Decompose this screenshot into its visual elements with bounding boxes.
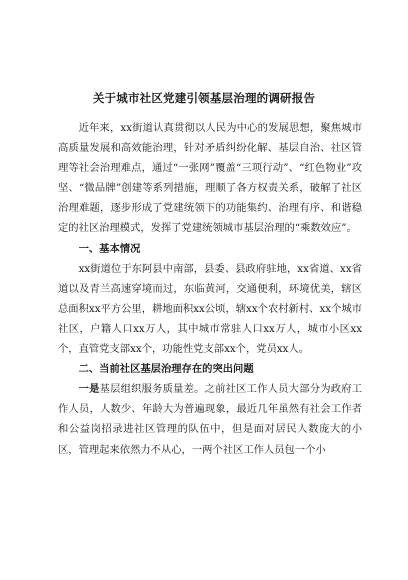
document-body xyxy=(58,118,362,460)
basic-info-paragraph: xx街道位于东阿县中南部，县委、县政府驻地，xx省道、xx省道以及青兰高速穿境而过，东临黄河，交通便利，环境优美，辖区总面积xx平方公里，耕地面积xx公顷，辖xx个农村新村、xx个城市社区，户籍人口xx万人，其中城市常驻人口xx万人，城市小区xx个，直管党支部xx个，功能性党支部xx个，党员xx人。 xyxy=(58,262,362,356)
document-title: 关于城市社区党建引领基层治理的调研报告 xyxy=(92,91,316,105)
problems-paragraph xyxy=(58,379,362,459)
intro-paragraph: 近年来，xx街道认真贯彻以人民为中心的发展思想，聚焦城市高质量发展和高效能治理，针对矛盾纠纷化解、基层自治、社区管理等社会治理难点，通过“一张网”覆盖“三项行动”、“红色物业”攻坚、“微品牌”创建等系列措施，理顺了各方权责关系，破解了社区治理难题，逐步形成了党建统领下的功能集约、治理有序、和谐稳定的社区治理模式，发挥了党建统领城市基层治理的“乘数效应”。 xyxy=(58,122,362,235)
section-heading-basic-info: 一、基本情况 xyxy=(78,242,141,255)
section-heading-problems: 二、当前社区基层治理存在的突出问题 xyxy=(78,363,254,376)
problems-text: 基层组织服务质量差。之前社区工作人员大部分为政府工作人员，人数少、年龄大为普遍现象，最近几年虽然有社会工作者和公益岗招录进社区管理的队伍中，但是面对居民人数庞大的小区，管理起来依然力不从心，一两个社区工作人员包一个小 xyxy=(58,383,363,456)
problems-lead: 一是 xyxy=(78,383,100,396)
